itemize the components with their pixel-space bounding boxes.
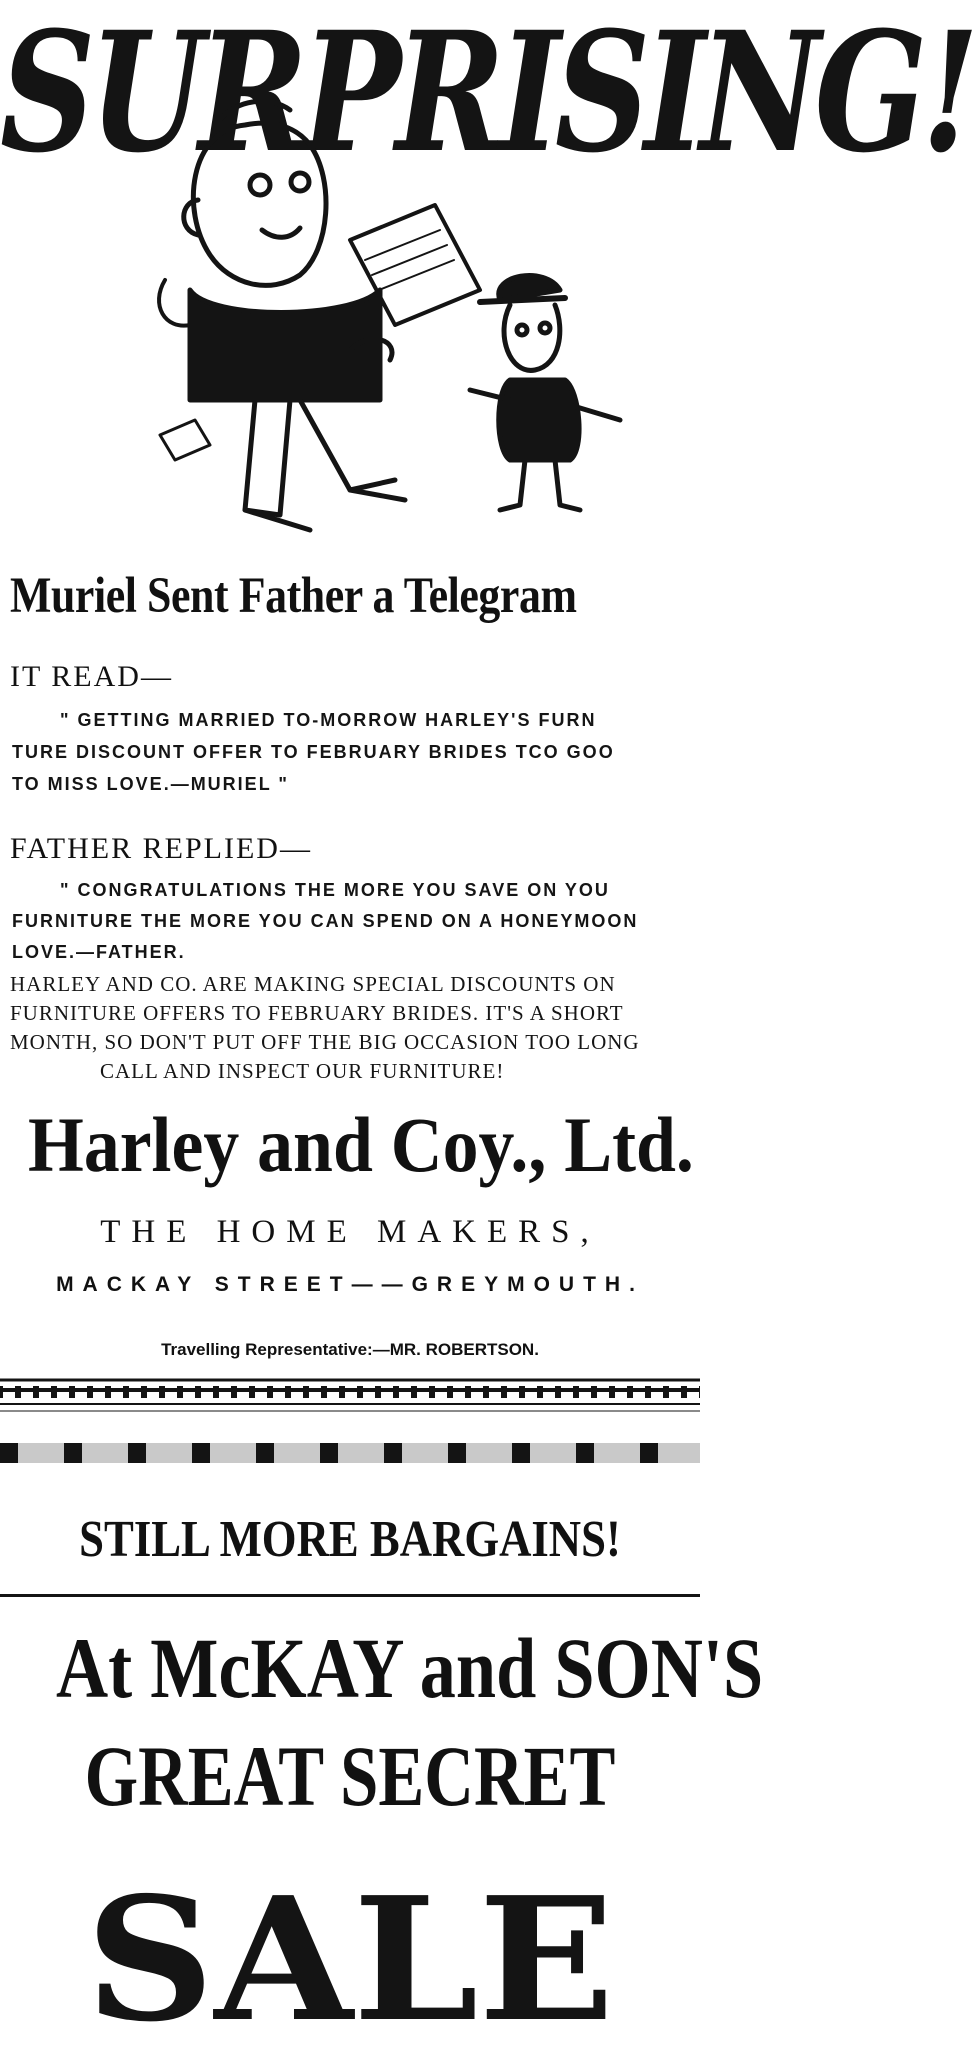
notice-line: MONTH, SO DON'T PUT OFF THE BIG OCCASION TOO LONG [10, 1030, 640, 1054]
cartoon-illustration [150, 90, 630, 540]
message-line: " GETTING MARRIED TO-MORROW HARLEY'S FURN [60, 710, 597, 730]
message-line: TURE DISCOUNT OFFER TO FEBRUARY BRIDES TCO GOO [12, 742, 615, 762]
firm-address: MACKAY STREET——GREYMOUTH. [56, 1273, 644, 1296]
surprising-headline: SURPRISING! [0, 0, 973, 190]
reply-line: " CONGRATULATIONS THE MORE YOU SAVE ON YOU [60, 880, 610, 900]
notice-line: HARLEY AND CO. ARE MAKING SPECIAL DISCOUNTS ON [10, 972, 616, 996]
reply-line: LOVE.—FATHER. [12, 942, 186, 962]
telegram-title: Muriel Sent Father a Telegram [10, 568, 577, 624]
ornamental-border [0, 1378, 700, 1418]
notice-line: CALL AND INSPECT OUR FURNITURE! [100, 1059, 505, 1083]
travelling-representative: Travelling Representative:—MR. ROBERTSON. [161, 1340, 539, 1359]
checkered-border [0, 1440, 700, 1466]
messenger-boy-icon [470, 276, 620, 510]
divider-rule [0, 1594, 700, 1597]
father-replied-label: FATHER REPLIED— [10, 832, 312, 865]
notice-line: FURNITURE OFFERS TO FEBRUARY BRIDES. IT'S A SHORT [10, 1001, 624, 1025]
still-more-bargains: STILL MORE BARGAINS! [79, 1511, 621, 1568]
it-read-label: IT READ— [10, 660, 173, 693]
mckay-and-sons: At McKAY and SON'S [56, 1620, 764, 1716]
reply-line: FURNITURE THE MORE YOU CAN SPEND ON A HONEYMOON [12, 911, 639, 931]
firm-name: Harley and Coy., Ltd. [28, 1101, 694, 1188]
surprised-father-icon [159, 101, 405, 530]
great-secret: GREAT SECRET [84, 1728, 616, 1824]
sale-word: SALE [85, 1860, 615, 2060]
firm-tagline: THE HOME MAKERS, [100, 1214, 600, 1250]
message-line: TO MISS LOVE.—MURIEL " [12, 774, 289, 794]
